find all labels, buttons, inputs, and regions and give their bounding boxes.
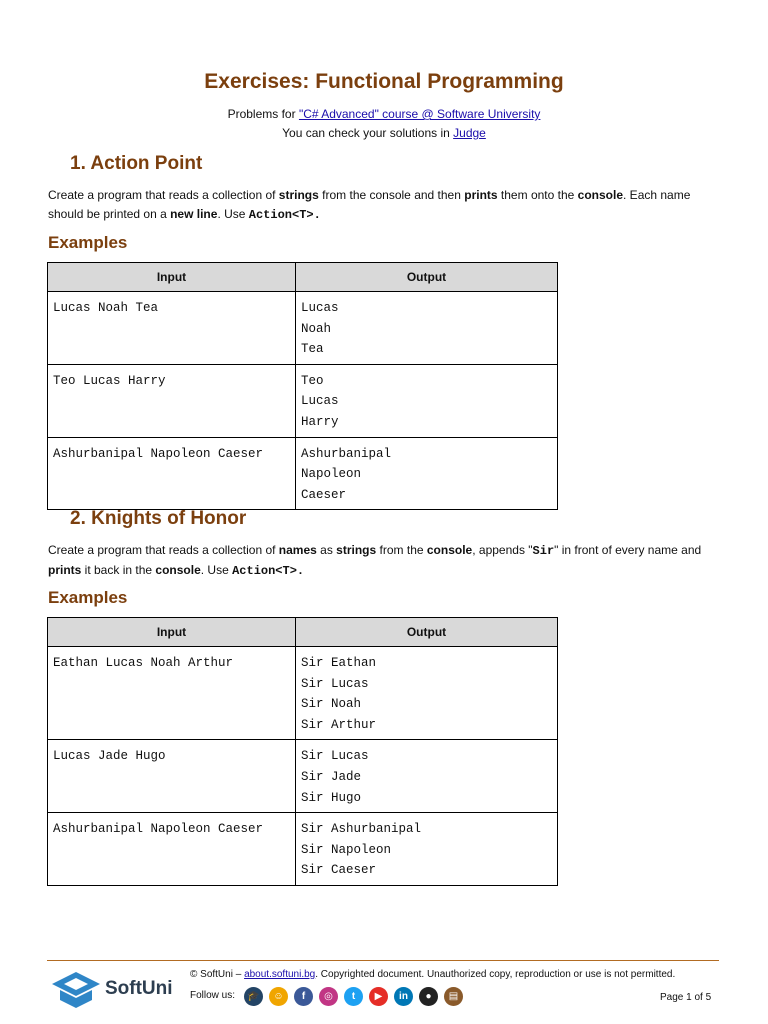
description-text: . Use: [200, 563, 233, 577]
emphasis-text: console: [426, 543, 473, 557]
output-line: Sir Napoleon: [301, 842, 392, 857]
description-text: . Use: [217, 207, 249, 221]
output-line: Ashurbanipal: [301, 446, 392, 461]
social-links: [244, 987, 463, 1006]
emphasis-text: prints: [48, 563, 82, 577]
output-line: Sir Caeser: [301, 863, 377, 878]
inline-code: Sir: [532, 544, 555, 558]
description-text: from the: [376, 543, 427, 557]
table-row: [48, 647, 558, 740]
problems-line: [0, 107, 768, 121]
blog-icon[interactable]: ▤: [444, 987, 463, 1006]
table-row: [48, 364, 558, 437]
output-line: Sir Lucas: [301, 676, 369, 691]
description-text: " in front of every name and: [554, 543, 702, 557]
emphasis-text: prints: [464, 188, 498, 202]
section-2-examples-heading: Examples: [48, 588, 128, 607]
description-text: , appends ": [472, 543, 533, 557]
output-line: Sir Ashurbanipal: [301, 822, 422, 837]
instagram-icon[interactable]: ◎: [319, 987, 338, 1006]
table-row: [48, 740, 558, 813]
section-2-examples-table: [47, 617, 558, 886]
inline-code: Action<T>.: [232, 564, 305, 578]
input-column-header: Input: [48, 618, 296, 647]
course-link[interactable]: "C# Advanced" course @ Software University: [298, 107, 541, 121]
output-column-header: Output: [296, 618, 558, 647]
description-text: Create a program that reads a collection of: [48, 543, 279, 557]
output-line: Teo: [301, 373, 324, 388]
inline-code: Action<T>.: [248, 208, 321, 222]
section-2-heading: 2. Knights of Honor: [70, 508, 247, 529]
output-cell: [296, 740, 558, 813]
output-cell: [296, 364, 558, 437]
output-line: Noah: [301, 321, 332, 336]
table-header-row: [48, 618, 558, 647]
input-cell: Teo Lucas Harry: [48, 364, 296, 437]
page-number: Page 1 of 5: [660, 992, 712, 1003]
facebook-icon[interactable]: f: [294, 987, 313, 1006]
output-cell: [296, 813, 558, 886]
section-1-heading: 1. Action Point: [70, 153, 203, 174]
table-header-row: [48, 263, 558, 292]
emphasis-text: console: [155, 563, 201, 577]
problems-prefix: Problems for: [227, 107, 299, 121]
section-2-description: [48, 541, 718, 581]
output-line: Lucas: [301, 301, 339, 315]
input-cell: Eathan Lucas Noah Arthur: [48, 647, 296, 740]
softuni-foundation-icon[interactable]: ☺: [269, 987, 288, 1006]
footer-divider: [47, 960, 719, 961]
output-cell: [296, 292, 558, 365]
description-text: as: [316, 543, 337, 557]
output-line: Sir Eathan: [301, 656, 377, 670]
description-text: Create a program that reads a collection of: [48, 188, 279, 202]
output-line: Napoleon: [301, 467, 362, 482]
output-line: Sir Lucas: [301, 749, 369, 764]
linkedin-icon[interactable]: in: [394, 987, 413, 1006]
output-column-header: Output: [296, 263, 558, 292]
output-line: Sir Arthur: [301, 717, 377, 732]
description-text: from the console and then: [318, 188, 465, 202]
output-line: Harry: [301, 414, 339, 429]
emphasis-text: strings: [278, 188, 319, 202]
description-text: it back in the: [81, 563, 156, 577]
input-cell: Lucas Jade Hugo: [48, 740, 296, 813]
github-icon[interactable]: ●: [419, 987, 438, 1006]
document-title: Exercises: Functional Programming: [204, 70, 564, 93]
input-cell: Ashurbanipal Napoleon Caeser: [48, 437, 296, 510]
copyright-notice: [190, 969, 675, 980]
emphasis-text: strings: [336, 543, 377, 557]
twitter-icon[interactable]: t: [344, 987, 363, 1006]
youtube-icon[interactable]: ▶: [369, 987, 388, 1006]
judge-link[interactable]: Judge: [453, 126, 486, 140]
output-line: Sir Noah: [301, 697, 362, 712]
follow-us-label: Follow us:: [190, 990, 236, 1001]
output-cell: [296, 437, 558, 510]
output-cell: [296, 647, 558, 740]
table-row: [48, 437, 558, 510]
input-cell: Lucas Noah Tea: [48, 292, 296, 365]
softuni-icon[interactable]: 🎓: [244, 987, 263, 1006]
table-row: [48, 813, 558, 886]
description-text: . Each name should be printed on a: [48, 188, 691, 221]
output-line: Sir Jade: [301, 769, 362, 784]
section-1-description: [48, 186, 718, 225]
emphasis-text: console: [577, 188, 624, 202]
input-column-header: Input: [48, 263, 296, 292]
emphasis-text: new line: [170, 207, 218, 221]
softuni-logo-text: SoftUni: [105, 978, 173, 999]
output-line: Lucas: [301, 394, 339, 409]
copyright-suffix: . Copyrighted document. Unauthorized copy, reproduction or use is not permitted.: [315, 969, 676, 980]
description-text: them onto the: [497, 188, 578, 202]
section-1-examples-table: [47, 262, 558, 510]
section-1-examples-heading: Examples: [48, 233, 128, 252]
output-line: Tea: [301, 342, 324, 357]
output-line: Caeser: [301, 487, 347, 502]
output-line: Sir Hugo: [301, 790, 362, 805]
emphasis-text: names: [278, 543, 317, 557]
input-cell: Ashurbanipal Napoleon Caeser: [48, 813, 296, 886]
copyright-prefix: © SoftUni –: [190, 969, 245, 980]
judge-line: [0, 126, 768, 140]
table-row: [48, 292, 558, 365]
about-softuni-link[interactable]: about.softuni.bg: [244, 969, 316, 980]
check-prefix: You can check your solutions in: [282, 126, 454, 140]
